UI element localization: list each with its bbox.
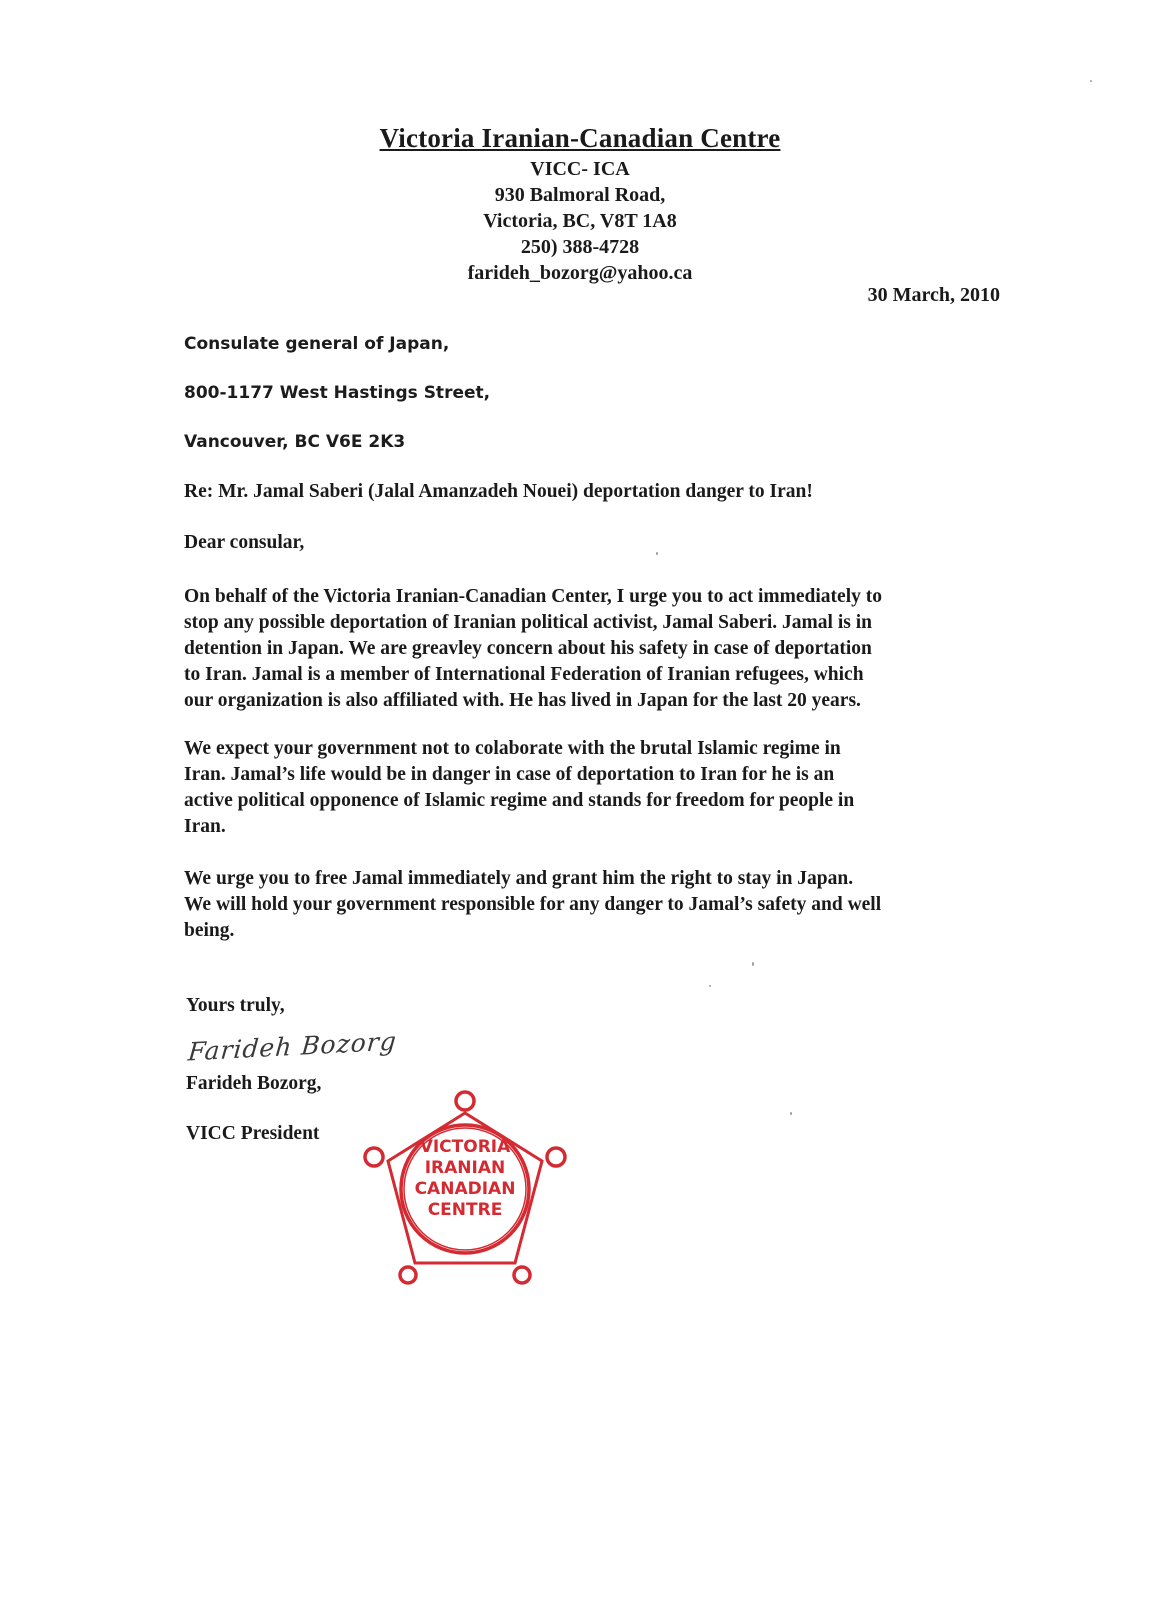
recipient-line-3: Vancouver, BC V6E 2K3	[184, 432, 406, 452]
body-paragraph-3	[184, 866, 1004, 944]
closing: Yours truly,	[186, 995, 285, 1016]
organization-name: Victoria Iranian-Canadian Centre	[379, 123, 781, 153]
scan-speck	[790, 1112, 792, 1115]
letterhead	[330, 120, 830, 286]
organization-stamp	[352, 1085, 578, 1290]
paragraph-line: Iran. Jamal’s life would be in danger in case of deportation to Iran for he is an	[184, 764, 835, 785]
stamp-text	[352, 1085, 578, 1290]
scan-speck	[656, 552, 658, 555]
stamp-line-4: CENTRE	[427, 1200, 503, 1220]
paragraph-line: We will hold your government responsible for any danger to Jamal’s safety and well	[184, 894, 882, 915]
subject-line: Re: Mr. Jamal Saberi (Jalal Amanzadeh Nouei) deportation danger to Iran!	[184, 481, 813, 502]
recipient-line-1: Consulate general of Japan,	[184, 334, 450, 354]
scan-speck	[1090, 80, 1092, 82]
paragraph-line: We expect your government not to colaborate with the brutal Islamic regime in	[184, 738, 841, 759]
organization-abbreviation: VICC- ICA	[530, 158, 630, 180]
scan-speck	[709, 985, 711, 987]
stamp-line-3: CANADIAN	[414, 1179, 516, 1199]
body-paragraph-2	[184, 736, 1004, 840]
street-address: 930 Balmoral Road,	[494, 184, 666, 206]
paragraph-line: our organization is also affiliated with. He has lived in Japan for the last 20 years.	[184, 690, 861, 711]
paragraph-line: to Iran. Jamal is a member of International Federation of Iranian refugees, which	[184, 664, 864, 685]
paragraph-line: stop any possible deportation of Iranian political activist, Jamal Saberi. Jamal is in	[184, 612, 872, 633]
paragraph-line: being.	[184, 920, 235, 941]
email-address: farideh_bozorg@yahoo.ca	[467, 262, 693, 284]
signer-title: VICC President	[186, 1123, 320, 1144]
paragraph-line: active political opponence of Islamic regime and stands for freedom for people in	[184, 790, 855, 811]
recipient-line-2: 800-1177 West Hastings Street,	[184, 383, 491, 403]
scan-speck	[752, 962, 754, 966]
paragraph-line: detention in Japan. We are greavley concern about his safety in case of deportation	[184, 638, 872, 659]
paragraph-line: On behalf of the Victoria Iranian-Canadian Center, I urge you to act immediately to	[184, 586, 882, 607]
stamp-line-2: IRANIAN	[424, 1158, 506, 1178]
letter-date: 30 March, 2010	[867, 284, 1000, 306]
paragraph-line: We urge you to free Jamal immediately and grant him the right to stay in Japan.	[184, 868, 854, 889]
stamp-line-1: VICTORIA	[419, 1137, 511, 1157]
city-address: Victoria, BC, V8T 1A8	[483, 210, 677, 232]
signer-name: Farideh Bozorg,	[186, 1073, 322, 1094]
body-paragraph-1	[184, 584, 1004, 714]
handwritten-signature: Farideh Bozorg	[186, 1026, 399, 1067]
paragraph-line: Iran.	[184, 816, 226, 837]
phone-number: 250) 388-4728	[520, 236, 640, 258]
salutation: Dear consular,	[184, 532, 305, 553]
